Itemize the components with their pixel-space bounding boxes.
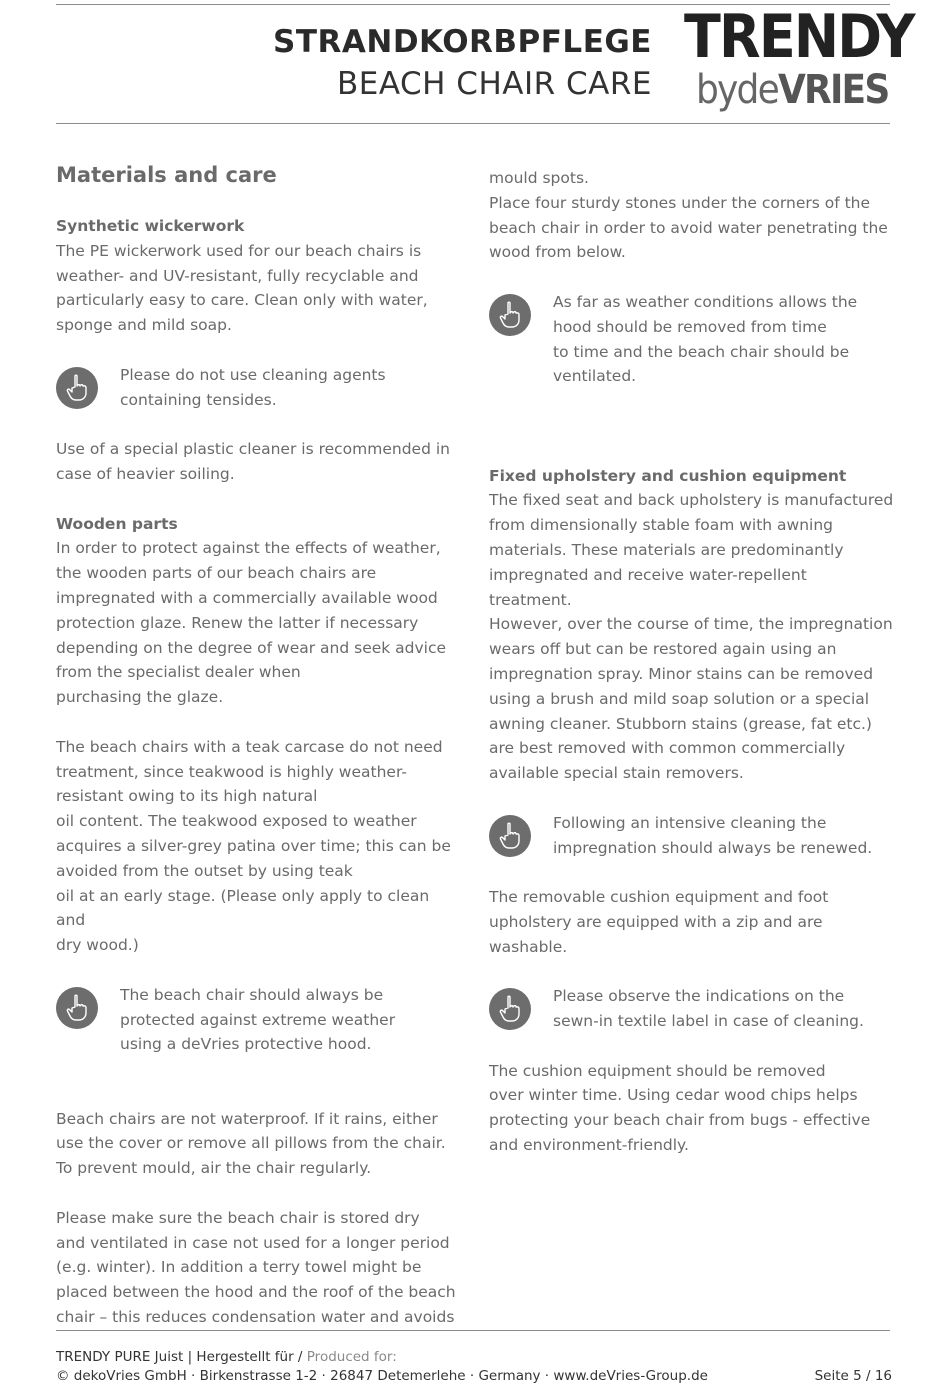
- section-heading: Materials and care: [56, 163, 277, 187]
- logo-de: de: [736, 67, 778, 113]
- note-ventilation: [489, 290, 894, 389]
- left-column: [56, 160, 456, 1330]
- footer-line-1: TRENDY PURE Juist | Hergestellt für / Produced for:: [56, 1349, 397, 1365]
- pointing-hand-icon: [56, 987, 98, 1029]
- note-text: As far as weather conditions allows the hood should be removed from time to time and the beach chair should be ventilated.: [553, 292, 858, 386]
- note-text: Following an intensive cleaning the impregnation should always be renewed.: [553, 813, 873, 857]
- teak-text: The beach chairs with a teak carcase do not need treatment, since teakwood is highly weather- resistant owing to its high natural oil content. The teakwood exposed to weather acquires a silver-grey patina over time; this can be avoided from the outset by using teak oil at an early stage. (Please only apply to clean and dry wood.): [56, 737, 451, 955]
- logo-by: by: [696, 67, 737, 113]
- cushion-text: The cushion equipment should be removed over winter time. Using cedar wood chips helps protecting your beach chair from bugs - effective and environment-friendly.: [489, 1061, 871, 1155]
- footer-rule: [56, 1330, 890, 1331]
- page-number: Seite 5 / 16: [814, 1368, 892, 1384]
- upholstery-text: The fixed seat and back upholstery is manufactured from dimensionally stable foam with awning materials. These materials are predominantly impregnated and receive water-repellent treatment. However, over the course of time, the impregnation wears off but can be restored again using an impregnation spray. Minor stains can be removed using a brush and mild soap solution or a special awning cleaner. Stubborn stains (grease, fat etc.) are best removed with common commercially available special stain removers.: [489, 491, 894, 783]
- note-text: Please do not use cleaning agents containing tensides.: [120, 365, 386, 409]
- note-text: Please observe the indications on the sewn-in textile label in case of cleaning.: [553, 987, 864, 1031]
- upholstery-heading: Fixed upholstery and cushion equipment: [489, 466, 847, 485]
- footer-line-2: © dekoVries GmbH · Birkenstrasse 1-2 · 26847 Detemerlehe · Germany · www.deVries-Group.de: [56, 1368, 708, 1384]
- right-column: [489, 166, 894, 1158]
- pointing-hand-icon: [489, 294, 531, 336]
- note-textile-label: [489, 984, 894, 1034]
- title-german: STRANDKORBPFLEGE: [273, 24, 652, 60]
- pointing-hand-icon: [489, 988, 531, 1030]
- synthetic-heading: Synthetic wickerwork: [56, 217, 245, 235]
- waterproof-text: Beach chairs are not waterproof. If it rains, either use the cover or remove all pillows from the chair. To prevent mould, air the chair regularly.: [56, 1109, 446, 1178]
- plastic-cleaner-text: Use of a special plastic cleaner is recommended in case of heavier soiling.: [56, 440, 450, 483]
- storage-text: Please make sure the beach chair is stored dry and ventilated in case not used for a longer period (e.g. winter). In addition a terry towel might be placed between the hood and the roof of the beach chair – this reduces condensation water and avoids: [56, 1208, 456, 1327]
- logo-trendy: TRENDY: [684, 2, 914, 72]
- pointing-hand-icon: [489, 815, 531, 857]
- title-english: BEACH CHAIR CARE: [336, 66, 652, 102]
- stones-text: mould spots. Place four sturdy stones under the corners of the beach chair in order to avoid water penetrating the wood from below.: [489, 169, 888, 262]
- note-tensides: [56, 363, 456, 413]
- removable-text: The removable cushion equipment and foot upholstery are equipped with a zip and are washable.: [489, 888, 829, 956]
- synthetic-text: The PE wickerwork used for our beach chairs is weather- and UV-resistant, fully recyclable and particularly easy to care. Clean only with water, sponge and mild soap.: [56, 241, 428, 335]
- wooden-text: In order to protect against the effects of weather, the wooden parts of our beach chairs are impregnated with a commercially available wood protection glaze. Renew the latter if necessary depending on the degree of wear and seek advice from the specialist dealer when purchasing the glaze.: [56, 539, 447, 707]
- wooden-heading: Wooden parts: [56, 514, 178, 533]
- brand-logo: [684, 2, 914, 113]
- note-protective-hood: [56, 983, 456, 1057]
- header-rule: [56, 123, 890, 124]
- note-text: The beach chair should always be protected against extreme weather using a deVries protective hood.: [120, 985, 396, 1054]
- pointing-hand-icon: [56, 367, 98, 409]
- header-title: [273, 22, 652, 106]
- logo-by-devries: [696, 67, 889, 113]
- note-impregnation: [489, 811, 894, 861]
- logo-vries: VRIES: [777, 67, 889, 113]
- footer: [56, 1348, 892, 1386]
